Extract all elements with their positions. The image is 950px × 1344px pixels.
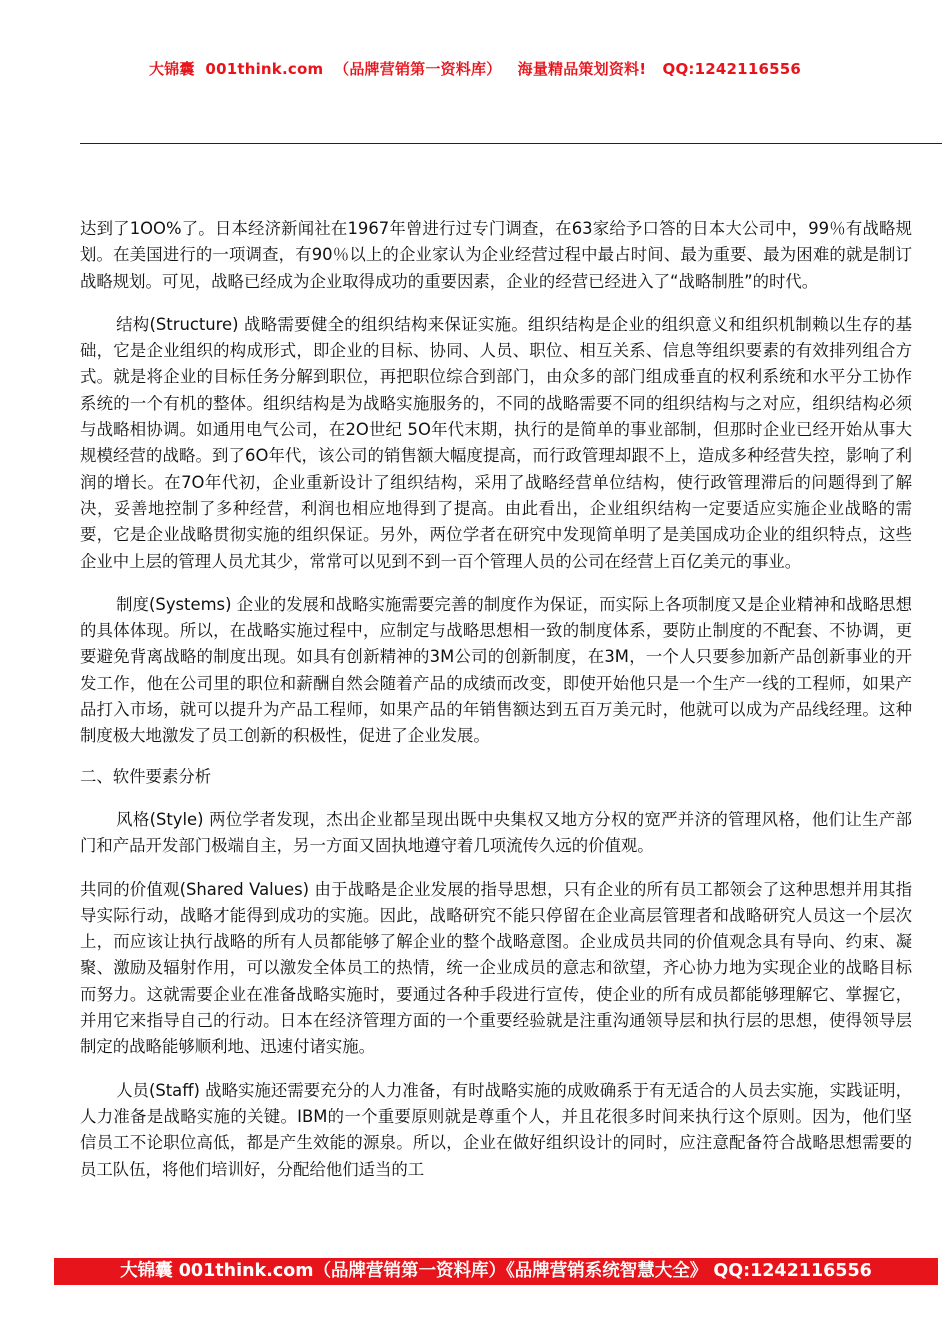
header-divider	[80, 143, 942, 144]
paragraph-style: 风格(Style) 两位学者发现，杰出企业都呈现出既中央集权又地方分权的宽严并济的管理风格，他们让生产部门和产品开发部门极端自主，另一方面又固执地遵守着几项流传久远的价值观。	[80, 809, 912, 856]
header-banner: 大锦囊 001think.com （品牌营销第一资料库） 海量精品策划资料! QQ:1242116556	[148, 60, 802, 78]
paragraph-strategy-intro: 达到了1OO%了。日本经济新闻社在1967年曾进行过专门调查，在63家给予口答的日本大公司中，99％有战略规划。在美国进行的一项调查，有90％以上的企业家认为企业经营过程中最占时间、最为重要、最为困难的就是制订战略规划。可见，战略已经成为企业取得成功的重要因素，企业的经营已经进入了“战略制胜”的时代。	[80, 219, 912, 291]
document-body	[80, 216, 912, 1183]
footer-banner: 大锦囊 001think.com（品牌营销第一资料库）《品牌营销系统智慧大全》 QQ:1242116556	[54, 1258, 938, 1285]
paragraph-systems: 制度(Systems) 企业的发展和战略实施需要完善的制度作为保证，而实际上各项制度又是企业精神和战略思想的具体体现。所以，在战略实施过程中，应制定与战略思想相一致的制度体系，要防止制度的不配套、不协调，更要避免背离战略的制度出现。如具有创新精神的3M公司的创新制度，在3M，一个人只要参加新产品创新事业的开发工作，他在公司里的职位和薪酬自然会随着产品的成绩而改变，即使开始他只是一个生产一线的工程师，如果产品打入市场，就可以提升为产品工程师，如果产品的年销售额达到五百万美元时，他就可以成为产品线经理。这种制度极大地激发了员工创新的积极性，促进了企业发展。	[80, 594, 912, 746]
paragraph-staff: 人员(Staff) 战略实施还需要充分的人力准备，有时战略实施的成败确系于有无适合的人员去实施，实践证明，人力准备是战略实施的关键。IBM的一个重要原则就是尊重个人，并且花很多时间来执行这个原则。因为，他们坚信员工不论职位高低，都是产生效能的源泉。所以，企业在做好组织设计的同时，应注意配备符合战略思想需要的员工队伍，将他们培训好，分配给他们适当的工	[80, 1080, 912, 1179]
paragraph-shared-values: 共同的价值观(Shared Values) 由于战略是企业发展的指导思想，只有企业的所有员工都领会了这种思想并用其指导实际行动，战略才能得到成功的实施。因此，战略研究不能只停留在企业高层管理者和战略研究人员这一个层次上，而应该让执行战略的所有人员都能够了解企业的整个战略意图。企业成员共同的价值观念具有导向、约束、凝聚、激励及辐射作用，可以激发全体员工的热情，统一企业成员的意志和欲望，齐心协力地为实现企业的战略目标而努力。这就需要企业在准备战略实施时，要通过各种手段进行宣传，使企业的所有成员都能够理解它、掌握它，并用它来指导自己的行动。日本在经济管理方面的一个重要经验就是注重沟通领导层和执行层的思想，使得领导层制定的战略能够顺利地、迅速付诸实施。	[80, 879, 912, 1057]
section-heading-software-elements: 二、软件要素分析	[80, 766, 212, 786]
paragraph-structure: 结构(Structure) 战略需要健全的组织结构来保证实施。组织结构是企业的组织意义和组织机制赖以生存的基础，它是企业组织的构成形式，即企业的目标、协同、人员、职位、相互关系、信息等组织要素的有效排列组合方式。就是将企业的目标任务分解到职位，再把职位综合到部门，由众多的部门组成垂直的权利系统和水平分工协作系统的一个有机的整体。组织结构是为战略实施服务的，不同的战略需要不同的组织结构与之对应，组织结构必须与战略相协调。如通用电气公司，在2O世纪 5O年代末期，执行的是简单的事业部制，但那时企业已经开始从事大规模经营的战略。到了6O年代，该公司的销售额大幅度提高，而行政管理却跟不上，造成多种经营失控，影响了利润的增长。在7O年代初，企业重新设计了组织结构，采用了战略经营单位结构，使行政管理滞后的问题得到了解决，妥善地控制了多种经营，利润也相应地得到了提高。由此看出，企业组织结构一定要适应实施企业战略的需要，它是企业战略贯彻实施的组织保证。另外，两位学者在研究中发现简单明了是美国成功企业的组织特点，这些企业中上层的管理人员尤其少，常常可以见到不到一百个管理人员的公司在经营上百亿美元的事业。	[80, 314, 912, 571]
